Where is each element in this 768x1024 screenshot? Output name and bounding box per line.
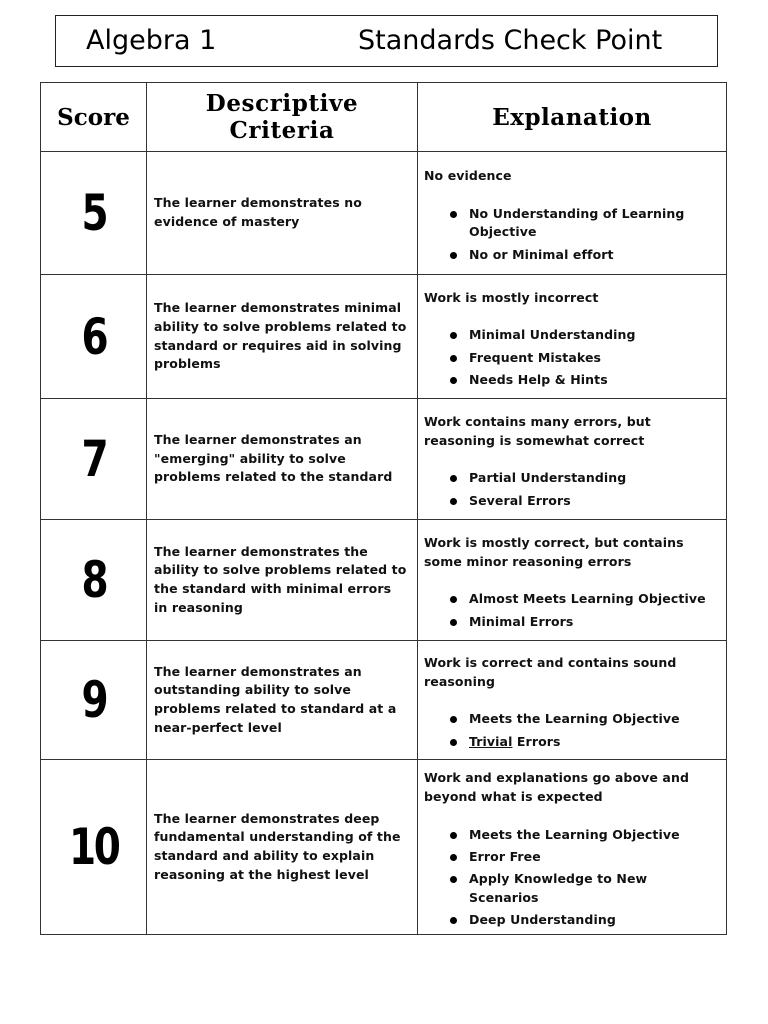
criteria-cell: The learner demonstrates minimal ability to solve problems related to standard or requires aid in solving problems bbox=[147, 275, 418, 399]
page-title: Standards Check Point bbox=[358, 25, 663, 56]
table-row bbox=[41, 399, 727, 520]
explanation-cell bbox=[418, 520, 727, 641]
table-row bbox=[41, 152, 727, 275]
bullet-item: Meets the Learning Objective bbox=[424, 710, 720, 729]
table-row bbox=[41, 760, 727, 935]
header-criteria: Descriptive Criteria bbox=[147, 83, 418, 152]
explanation-text: No evidence bbox=[424, 168, 512, 184]
bullet-item: Apply Knowledge to New Scenarios bbox=[424, 870, 720, 907]
bullet-item: Deep Understanding bbox=[424, 911, 720, 930]
bullet-item: Almost Meets Learning Objective bbox=[424, 590, 720, 609]
bullet-item: Meets the Learning Objective bbox=[424, 826, 720, 845]
bullet-item: Minimal Understanding bbox=[424, 326, 720, 345]
explanation-cell bbox=[418, 275, 727, 399]
explanation-text: Work is mostly correct, but contains some minor reasoning errors bbox=[424, 535, 684, 569]
rubric-table bbox=[40, 82, 727, 935]
table-row bbox=[41, 641, 727, 760]
table-header-row bbox=[41, 83, 727, 152]
explanation-bullets bbox=[424, 469, 720, 510]
bullet-item: Several Errors bbox=[424, 492, 720, 511]
explanation-bullets bbox=[424, 710, 720, 751]
bullet-item: Frequent Mistakes bbox=[424, 349, 720, 368]
explanation-cell bbox=[418, 399, 727, 520]
table-row bbox=[41, 275, 727, 399]
score-cell: 10 bbox=[41, 760, 147, 935]
bullet-item: Minimal Errors bbox=[424, 613, 720, 632]
header-score: Score bbox=[41, 83, 147, 152]
course-title: Algebra 1 bbox=[86, 25, 217, 56]
explanation-text: Work is correct and contains sound reasoning bbox=[424, 655, 677, 689]
criteria-cell: The learner demonstrates no evidence of mastery bbox=[147, 152, 418, 275]
explanation-text: Work and explanations go above and beyond what is expected bbox=[424, 770, 689, 804]
title-box bbox=[55, 15, 718, 67]
bullet-item: No or Minimal effort bbox=[424, 246, 720, 265]
explanation-cell bbox=[418, 760, 727, 935]
explanation-text: Work contains many errors, but reasoning is somewhat correct bbox=[424, 414, 651, 448]
criteria-cell: The learner demonstrates the ability to solve problems related to the standard with minimal errors in reasoning bbox=[147, 520, 418, 641]
explanation-cell bbox=[418, 152, 727, 275]
bullet-item: Trivial Errors bbox=[424, 733, 720, 752]
criteria-cell: The learner demonstrates deep fundamental understanding of the standard and ability to explain reasoning at the highest level bbox=[147, 760, 418, 935]
table-row bbox=[41, 520, 727, 641]
underlined-word: Trivial bbox=[469, 733, 513, 749]
header-explanation: Explanation bbox=[418, 83, 727, 152]
explanation-cell bbox=[418, 641, 727, 760]
explanation-bullets bbox=[424, 326, 720, 389]
explanation-text: Work is mostly incorrect bbox=[424, 289, 599, 305]
score-cell: 6 bbox=[41, 275, 147, 399]
explanation-bullets bbox=[424, 205, 720, 265]
criteria-cell: The learner demonstrates an "emerging" ability to solve problems related to the standard bbox=[147, 399, 418, 520]
score-cell: 9 bbox=[41, 641, 147, 760]
score-cell: 5 bbox=[41, 152, 147, 275]
score-cell: 7 bbox=[41, 399, 147, 520]
bullet-item: Needs Help & Hints bbox=[424, 371, 720, 390]
criteria-cell: The learner demonstrates an outstanding ability to solve problems related to standard at a near-perfect level bbox=[147, 641, 418, 760]
bullet-item: No Understanding of Learning Objective bbox=[424, 205, 720, 242]
score-cell: 8 bbox=[41, 520, 147, 641]
explanation-bullets bbox=[424, 826, 720, 930]
bullet-item: Partial Understanding bbox=[424, 469, 720, 488]
bullet-item: Error Free bbox=[424, 848, 720, 867]
explanation-bullets bbox=[424, 590, 720, 631]
